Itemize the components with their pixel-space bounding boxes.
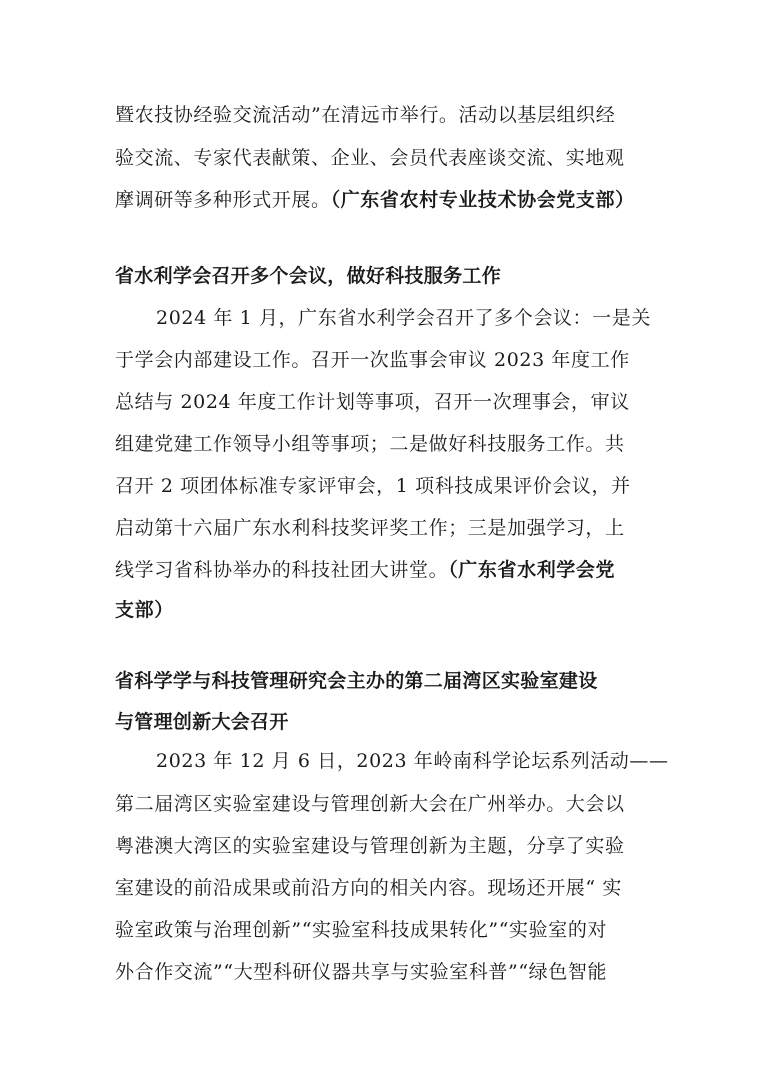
paragraph-line: 于学会内部建设工作。召开一次监事会审议 2023 年度工作 (115, 349, 630, 371)
source-attribution: （广东省农村专业技术协会党支部） (330, 189, 635, 211)
paragraph-line: 总结与 2024 年度工作计划等事项，召开一次理事会，审议 (115, 391, 630, 413)
section-title: 省科学学与科技管理研究会主办的第二届湾区实验室建设 (115, 670, 598, 692)
paragraph-line: 外合作交流”“大型科研仪器共享与实验室科普”“绿色智能 (115, 961, 608, 983)
paragraph-line: 召开 2 项团体标准专家评审会，1 项科技成果评价会议，并 (115, 475, 631, 497)
paragraph-line (115, 558, 660, 582)
paragraph-line: 暨农技协经验交流活动”在清远市举行。活动以基层组织经 (115, 104, 616, 126)
paragraph-line: 2023 年 12 月 6 日，2023 年岭南科学论坛系列活动—— (156, 750, 669, 772)
paragraph-line: 第二届湾区实验室建设与管理创新大会在广州举办。大会以 (115, 793, 625, 815)
paragraph-line (115, 188, 660, 212)
paragraph-text: 摩调研等多种形式开展。 (115, 189, 331, 211)
paragraph-line: 验交流、专家代表献策、企业、会员代表座谈交流、实地观 (115, 147, 625, 169)
paragraph-line: 2024 年 1 月，广东省水利学会召开了多个会议：一是关 (156, 307, 651, 329)
section-title: 与管理创新大会召开 (115, 711, 289, 733)
paragraph-line: 粤港澳大湾区的实验室建设与管理创新为主题，分享了实验 (115, 835, 625, 857)
paragraph-text: 线学习省科协举办的科技社团大讲堂。 (115, 559, 449, 581)
section-title: 省水利学会召开多个会议，做好科技服务工作 (115, 265, 502, 287)
source-attribution: （广东省水利学会党 (448, 559, 616, 581)
source-attribution: 支部） (115, 599, 174, 621)
paragraph-line: 组建党建工作领导小组等事项；二是做好科技服务工作。共 (115, 433, 625, 455)
paragraph-line: 验室政策与治理创新”“实验室科技成果转化”“实验室的对 (115, 919, 608, 941)
paragraph-line: 室建设的前沿成果或前沿方向的相关内容。现场还开展“ 实 (115, 877, 622, 899)
paragraph-line: 启动第十六届广东水利科技奖评奖工作；三是加强学习，上 (115, 517, 625, 539)
